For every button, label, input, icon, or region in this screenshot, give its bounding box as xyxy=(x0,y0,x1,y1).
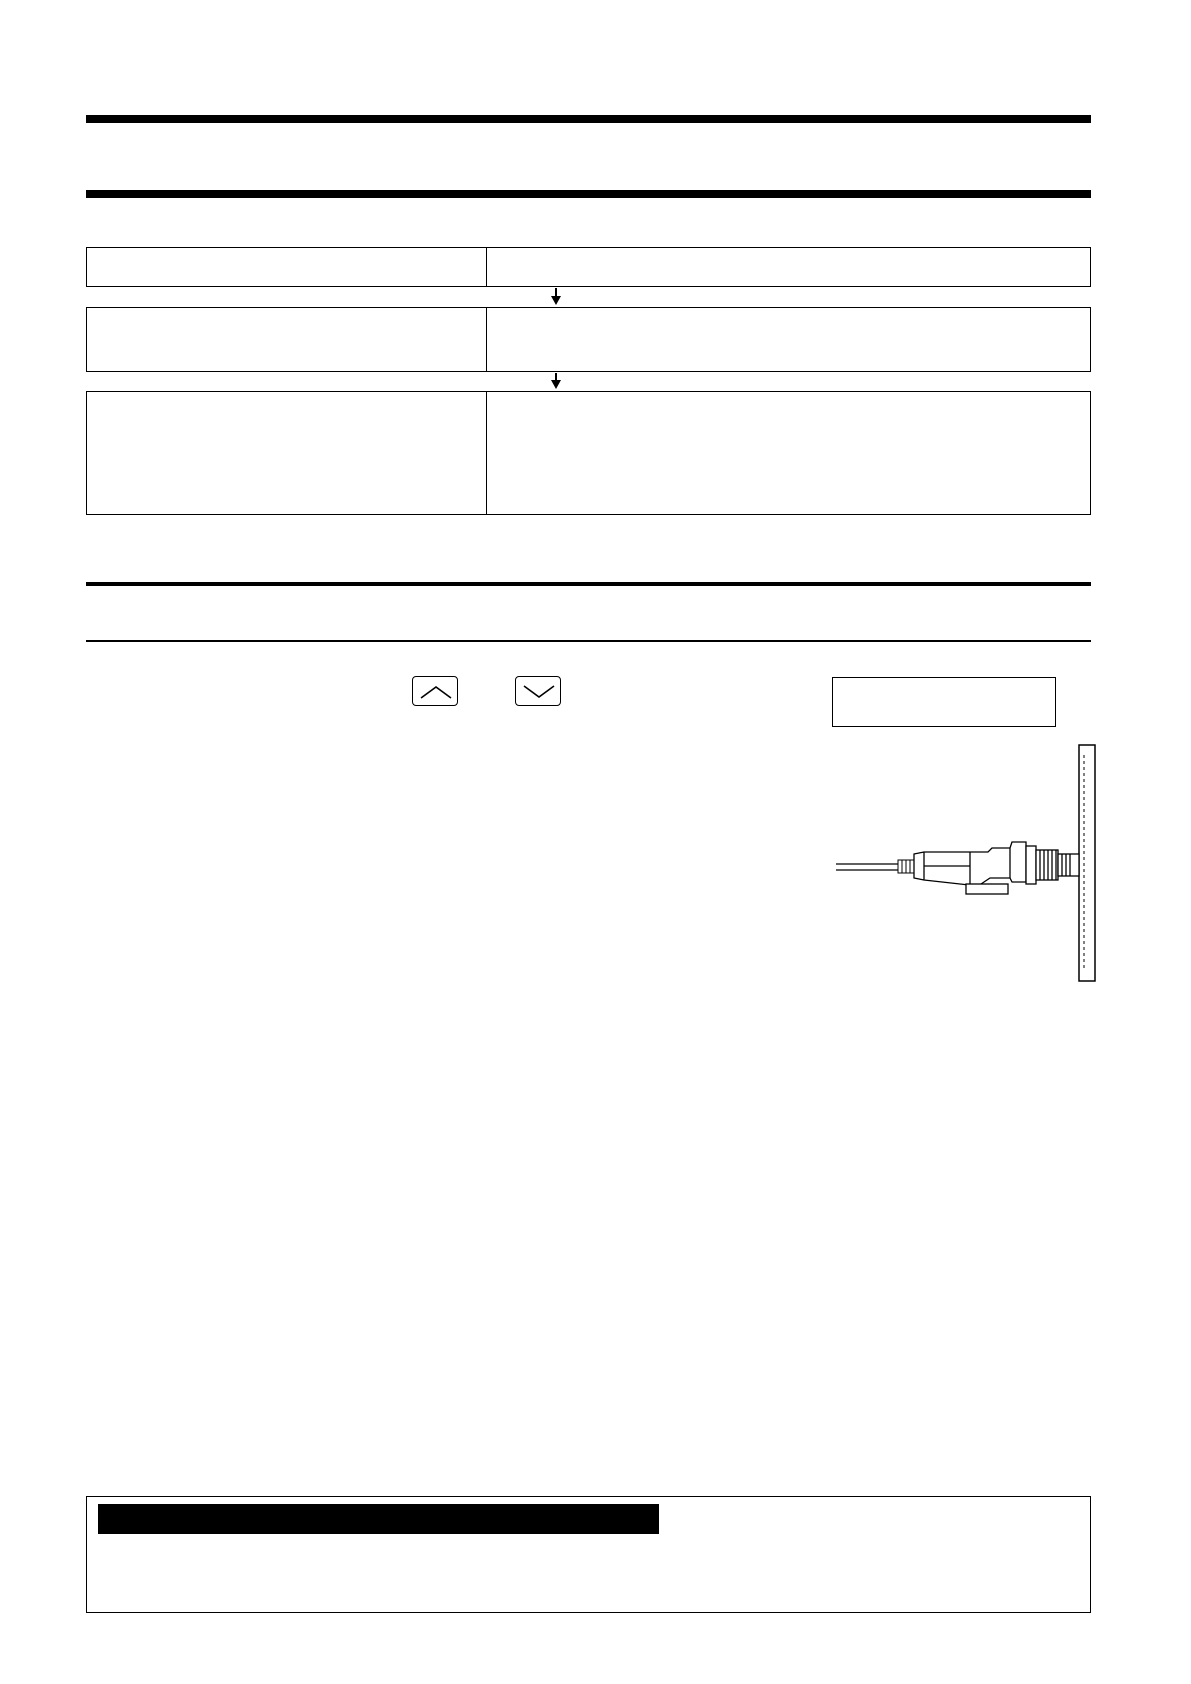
flow-row-3-right xyxy=(486,391,1091,515)
chevron-up-icon xyxy=(413,677,459,707)
chevron-down-icon xyxy=(516,677,562,707)
title-rule xyxy=(86,190,1091,198)
tool-body xyxy=(914,842,1079,894)
note-heading-bar xyxy=(98,1504,659,1534)
down-key-button[interactable] xyxy=(515,676,561,706)
up-key-button[interactable] xyxy=(412,676,458,706)
tool-illustration xyxy=(830,740,1100,990)
flow-row-2-right xyxy=(486,307,1091,372)
flow-row-3-left xyxy=(86,391,487,515)
section-title xyxy=(90,598,1090,626)
note-body xyxy=(101,1545,1076,1605)
note-heading xyxy=(98,1510,106,1527)
note-box xyxy=(86,1496,1091,1613)
workpiece-panel xyxy=(1079,745,1095,981)
display-box xyxy=(832,677,1056,727)
section-top-rule xyxy=(86,582,1091,586)
connector xyxy=(898,860,914,873)
flow-row-1-right xyxy=(486,247,1091,287)
section-bottom-rule xyxy=(86,640,1091,642)
flow-row-2-left xyxy=(86,307,487,372)
cable xyxy=(836,864,898,870)
flow-row-1-left xyxy=(86,247,487,287)
page-title xyxy=(90,138,1090,166)
top-rule xyxy=(86,115,1091,123)
